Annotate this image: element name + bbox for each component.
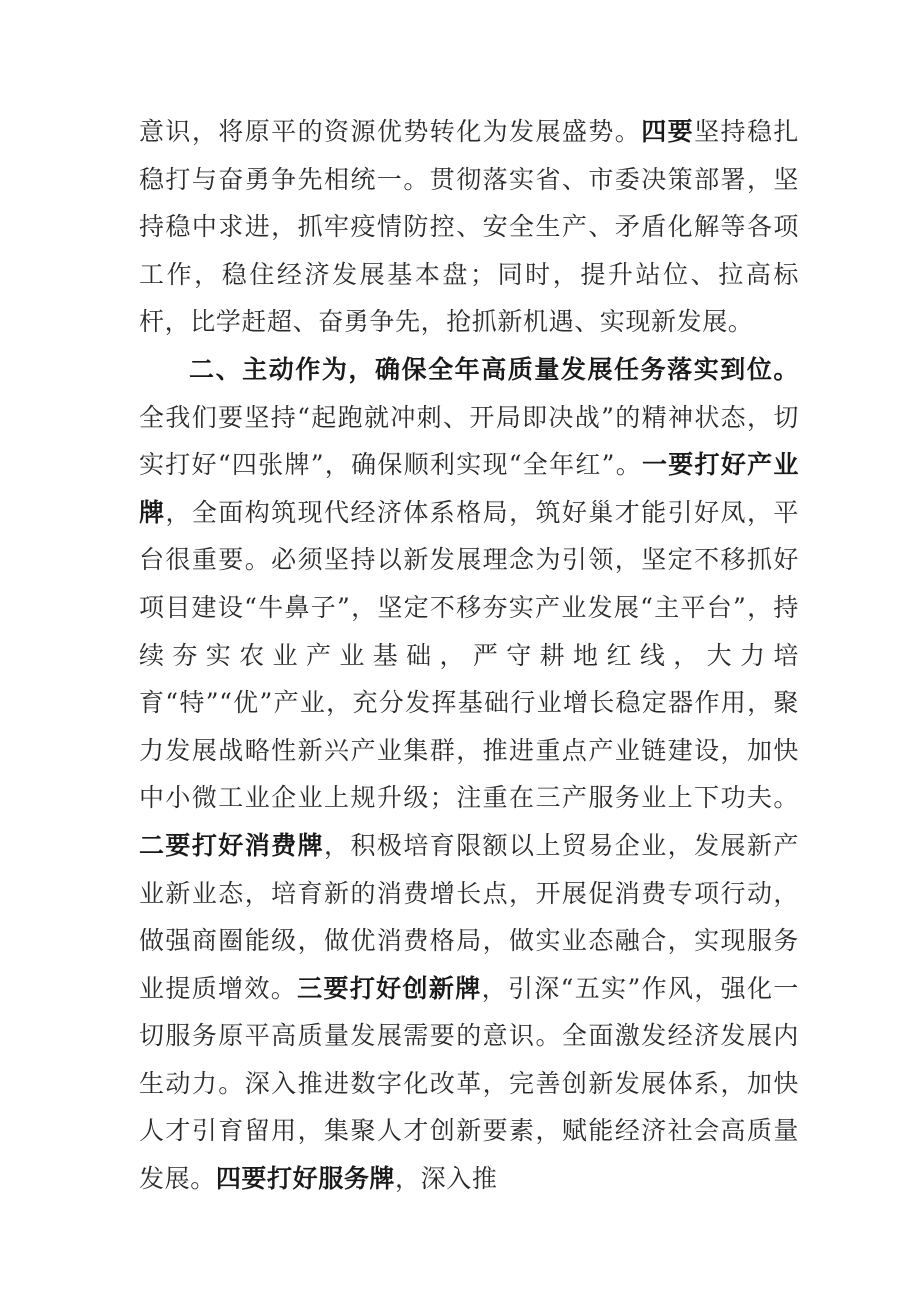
emphasis-run: 四要打好服务牌 [215,1164,396,1194]
text-run: ，全面构筑现代经济体系格局，筑好巢才能引好凤，平台很重要。必须坚持以新发展理念为引领，坚定不移抓好项目建设“牛鼻子”，坚定不移夯实产业发展“主平台”，持续夯实农业产业基础，严守耕地红线，大力培育“特”“优”产业，充分发挥基础行业增长稳定器作用，聚力发展战略性新兴产业集群，推进重点产业链建设，加快中小微工业企业上规升级；注重在三产服务业上下功夫。 [139,497,799,813]
paragraph-continued [139,108,799,346]
text-run: 坚持稳扎稳打与奋勇争先相统一。贯彻落实省、市委决策部署，坚持稳中求进，抓牢疫情防控、安全生产、矛盾化解等各项工作，稳住经济发展基本盘；同时，提升站位、拉高标杆，比学赶超、奋勇争先，抢抓新机遇、实现新发展。 [139,117,800,337]
text-run: ，深入推 [395,1164,498,1194]
text-run: 全我们要坚持“起跑就冲刺、开局即决战”的精神状态，切实打好“四张牌”，确保顺利实现“全年红”。 [139,402,799,480]
emphasis-run: 三要打好创新牌 [297,973,482,1003]
text-run: 意识，将原平的资源优势转化为发展盛势。 [139,117,642,146]
text-run: ，积极培育限额以上贸易企业，发展新产业新业态，培育新的消费增长点，开展促消费专项行动，做强商圈能级，做优消费格局，做实业态融合，实现服务业提质增效。 [139,830,799,1003]
emphasis-run: 四要 [641,117,695,146]
text-run: ，引深“五实”作风，强化一切服务原平高质量发展需要的意识。全面激发经济发展内生动力。深入推进数字化改革，完善创新发展体系，加快人才引育留用，集聚人才创新要素，赋能经济社会高质量发展。 [139,973,799,1194]
emphasis-run: 一要打好产业牌 [139,450,799,527]
emphasis-run: 二要打好消费牌 [139,830,325,860]
paragraph-section-two [139,346,799,1203]
section-heading: 二、主动作为，确保全年高质量发展任务落实到位。 [189,354,799,384]
document-page [139,108,799,1203]
